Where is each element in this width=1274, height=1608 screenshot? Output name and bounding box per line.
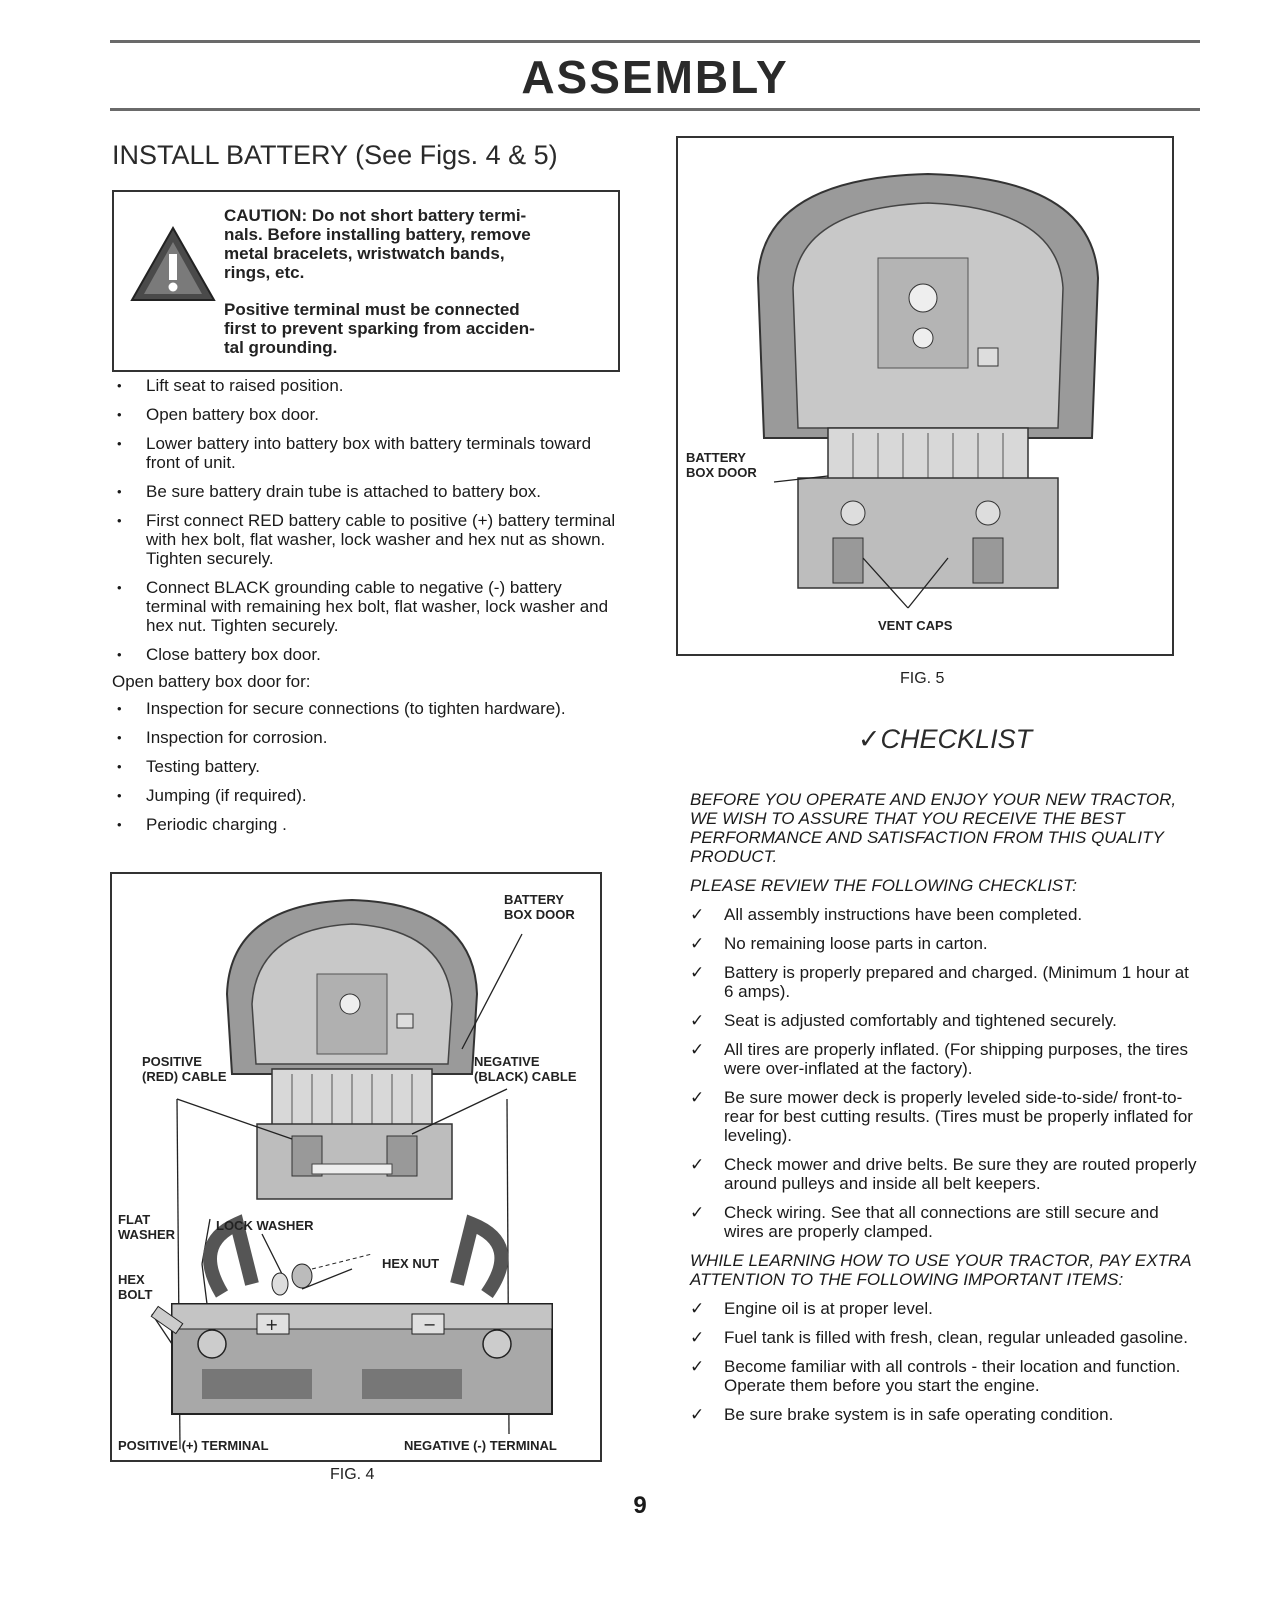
fig4-caption: FIG. 4 xyxy=(330,1466,375,1483)
checklist-item-text: Battery is properly prepared and charged. (Minimum 1 hour at 6 amps). xyxy=(724,963,1189,1001)
check-mark-icon: ✓ xyxy=(690,1088,705,1107)
fig4-label-hex-bolt: HEX xyxy=(118,1272,145,1287)
checklist-item-text: All tires are properly inflated. (For shipping purposes, the tires were over-inflated at the factory). xyxy=(724,1040,1188,1078)
checklist-item xyxy=(690,905,1200,924)
fig4-label-lock-washer: LOCK WASHER xyxy=(216,1218,314,1233)
caution-line: CAUTION: Do not short battery termi- xyxy=(224,206,527,225)
fig5-box xyxy=(676,136,1174,656)
install-steps xyxy=(112,376,622,844)
fig4-illustration xyxy=(112,874,600,1460)
open-door-item: • Periodic charging . xyxy=(112,815,622,834)
check-mark-icon: ✓ xyxy=(690,1011,705,1030)
check-mark-icon: ✓ xyxy=(690,1299,705,1318)
checklist-item xyxy=(690,1040,1200,1078)
checklist-item xyxy=(690,1011,1200,1030)
checklist-intro: BEFORE YOU OPERATE AND ENJOY YOUR NEW TRACTOR, WE WISH TO ASSURE THAT YOU RECEIVE THE BEST PERFORMANCE AND SATISFACTION FROM THIS QUALITY PRODUCT. xyxy=(690,790,1177,866)
important-item xyxy=(690,1357,1200,1395)
checklist-item xyxy=(690,1155,1200,1193)
fig5-label-vent-caps: VENT CAPS xyxy=(878,618,953,633)
checklist-body xyxy=(690,790,1200,1434)
fig4-label-negative-cable: (BLACK) CABLE xyxy=(474,1069,577,1084)
fig4-label-flat-washer: WASHER xyxy=(118,1227,176,1242)
check-mark-icon: ✓ xyxy=(690,1328,705,1347)
caution-line: nals. Before installing battery, remove xyxy=(224,225,531,244)
important-item xyxy=(690,1299,1200,1318)
fig4-label-positive-cable: POSITIVE xyxy=(142,1054,202,1069)
caution-box xyxy=(112,190,620,372)
install-step: • Close battery box door. xyxy=(112,645,622,664)
open-door-item: • Inspection for secure connections (to tighten hardware). xyxy=(112,699,622,718)
page-number: 9 xyxy=(633,1492,647,1519)
fig5-illustration xyxy=(678,138,1172,654)
checklist-item xyxy=(690,934,1200,953)
checklist-item xyxy=(690,963,1200,1001)
important-item-text: Fuel tank is filled with fresh, clean, regular unleaded gasoline. xyxy=(724,1328,1188,1347)
fig4-label-flat-washer: FLAT xyxy=(118,1212,151,1227)
fig4-label-positive-terminal: POSITIVE (+) TERMINAL xyxy=(118,1438,269,1453)
checklist-item xyxy=(690,1088,1200,1145)
open-door-intro: Open battery box door for: xyxy=(112,672,311,691)
install-step: • Lower battery into battery box with battery terminals toward front of unit. xyxy=(112,434,622,472)
open-door-item: • Testing battery. xyxy=(112,757,622,776)
svg-text:+: + xyxy=(265,1315,279,1334)
svg-text:−: − xyxy=(423,1315,437,1334)
check-mark-icon: ✓ xyxy=(690,905,705,924)
important-item-text: Engine oil is at proper level. xyxy=(724,1299,933,1318)
caution-line: tal grounding. xyxy=(224,338,338,357)
checklist-item xyxy=(690,1203,1200,1241)
fig5-caption: FIG. 5 xyxy=(900,670,945,687)
fig4-label-hex-bolt: BOLT xyxy=(118,1287,153,1302)
fig4-label-hex-nut: HEX NUT xyxy=(382,1256,440,1271)
caution-line: first to prevent sparking from acciden- xyxy=(224,319,535,338)
install-step: • Open battery box door. xyxy=(112,405,622,424)
top-rule xyxy=(110,40,1200,43)
fig4-label-negative-cable: NEGATIVE xyxy=(474,1054,540,1069)
caution-line: metal bracelets, wristwatch bands, xyxy=(224,244,505,263)
install-step: • First connect RED battery cable to positive (+) battery terminal with hex bolt, flat washer, lock washer and hex nut as shown. Tighten securely. xyxy=(112,511,622,568)
checklist-item-text: All assembly instructions have been completed. xyxy=(724,905,1083,924)
caution-line: rings, etc. xyxy=(224,263,305,282)
while-learning-note: WHILE LEARNING HOW TO USE YOUR TRACTOR, PAY EXTRA ATTENTION TO THE FOLLOWING IMPORTANT ITEMS: xyxy=(690,1251,1191,1289)
checklist-item-text: Seat is adjusted comfortably and tightened securely. xyxy=(724,1011,1117,1030)
fig4-label-battery-box-door: BOX DOOR xyxy=(504,907,575,922)
checklist-item-text: No remaining loose parts in carton. xyxy=(724,934,988,953)
check-mark-icon: ✓ xyxy=(690,1405,705,1424)
install-step: • Connect BLACK grounding cable to negative (-) battery terminal with remaining hex bolt, flat washer, lock washer and hex nut. Tighten securely. xyxy=(112,578,622,635)
check-mark-icon: ✓ xyxy=(690,1203,705,1222)
checklist-heading: ✓CHECKLIST xyxy=(857,724,1033,754)
check-mark-icon: ✓ xyxy=(690,934,705,953)
fig4-label-positive-cable: (RED) CABLE xyxy=(142,1069,227,1084)
fig5-label-battery-box-door: BOX DOOR xyxy=(686,465,757,480)
install-step: • Be sure battery drain tube is attached to battery box. xyxy=(112,482,622,501)
checklist-review: PLEASE REVIEW THE FOLLOWING CHECKLIST: xyxy=(690,876,1077,895)
title-rule xyxy=(110,108,1200,111)
fig4-label-battery-box-door: BATTERY xyxy=(504,892,564,907)
checklist-item-text: Be sure mower deck is properly leveled side-to-side/ front-to-rear for best cutting results. (Tires must be properly inflated for leveling). xyxy=(724,1088,1193,1145)
install-step: • Lift seat to raised position. xyxy=(112,376,622,395)
important-item-text: Become familiar with all controls - their location and function. Operate them before you start the engine. xyxy=(724,1357,1181,1395)
warning-triangle-icon xyxy=(128,224,218,304)
open-door-item: • Inspection for corrosion. xyxy=(112,728,622,747)
checklist-item-text: Check mower and drive belts. Be sure they are routed properly around pulleys and inside all belt keepers. xyxy=(724,1155,1197,1193)
important-item-text: Be sure brake system is in safe operating condition. xyxy=(724,1405,1114,1424)
check-mark-icon: ✓ xyxy=(690,1155,705,1174)
fig5-label-battery-box-door: BATTERY xyxy=(686,450,746,465)
check-mark-icon: ✓ xyxy=(690,963,705,982)
checklist-item-text: Check wiring. See that all connections are still secure and wires are properly clamped. xyxy=(724,1203,1159,1241)
page-title: ASSEMBLY xyxy=(521,51,789,103)
install-battery-heading: INSTALL BATTERY (See Figs. 4 & 5) xyxy=(112,140,558,170)
check-mark-icon: ✓ xyxy=(690,1040,705,1059)
important-item xyxy=(690,1328,1200,1347)
open-door-item: • Jumping (if required). xyxy=(112,786,622,805)
fig4-box xyxy=(110,872,602,1462)
important-item xyxy=(690,1405,1200,1424)
caution-line: Positive terminal must be connected xyxy=(224,300,520,319)
fig4-label-negative-terminal: NEGATIVE (-) TERMINAL xyxy=(404,1438,557,1453)
check-mark-icon: ✓ xyxy=(690,1357,705,1376)
